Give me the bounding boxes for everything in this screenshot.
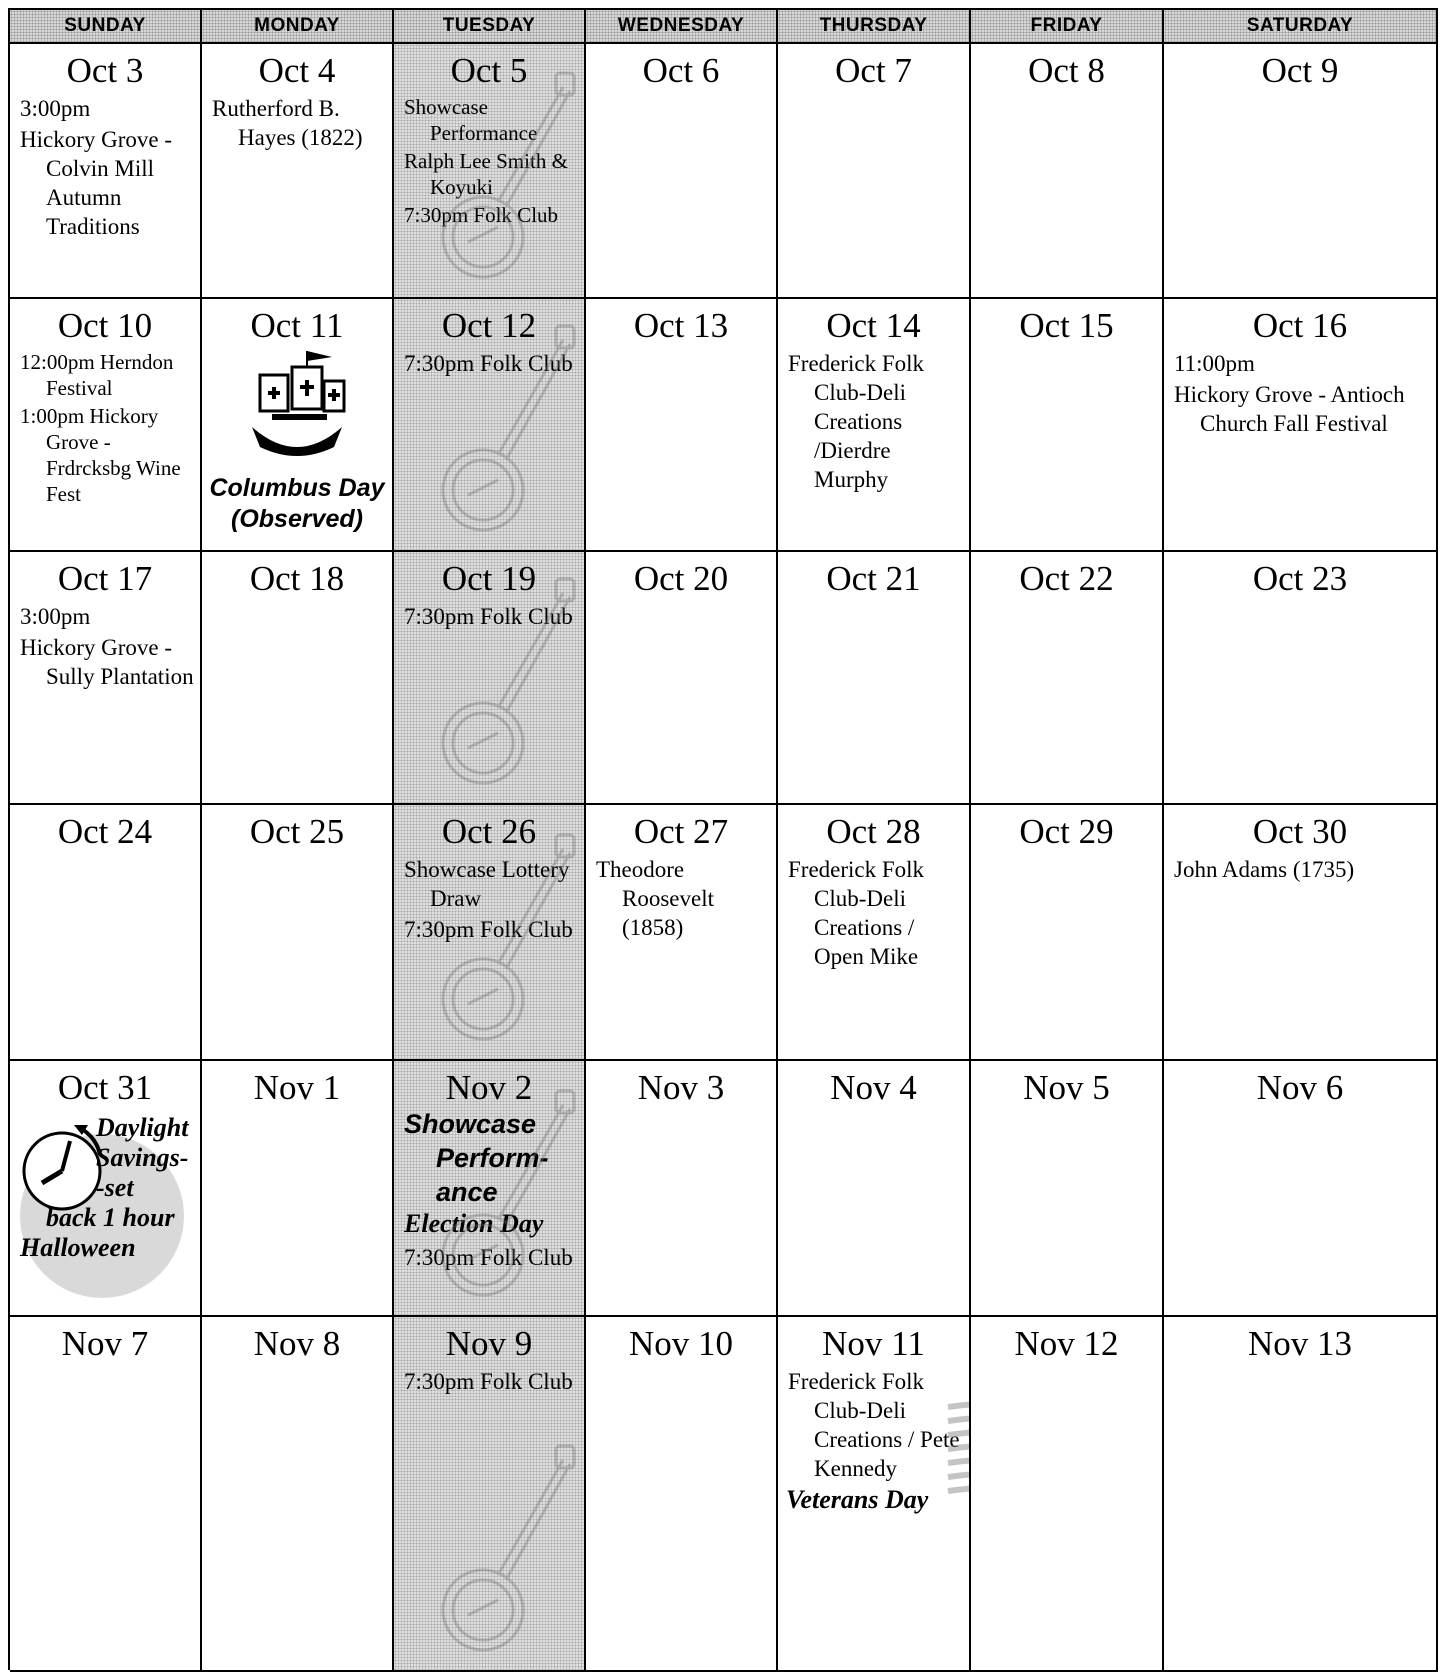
- event-list: [1164, 345, 1436, 438]
- day-date: Nov 5: [1023, 1068, 1110, 1107]
- day-date: Oct 16: [1252, 306, 1348, 345]
- day-date: Oct 6: [642, 51, 720, 90]
- weekday-header-monday: MONDAY: [202, 10, 394, 44]
- event-list: [1164, 851, 1436, 884]
- day-cell: [10, 1317, 202, 1672]
- day-cell: [778, 1061, 971, 1317]
- day-cell: [394, 1061, 586, 1317]
- day-cell: [586, 1061, 778, 1317]
- event-list: [586, 851, 776, 942]
- note-line: Savings-: [96, 1143, 189, 1172]
- highlight-line: Perform-: [436, 1143, 549, 1173]
- day-cell: [394, 1317, 586, 1672]
- event-list: [394, 90, 584, 228]
- day-date: Oct 24: [57, 812, 153, 851]
- day-cell: [778, 805, 971, 1061]
- day-cell: [202, 1061, 394, 1317]
- day-cell: [971, 805, 1164, 1061]
- event-item: 7:30pm Folk Club: [404, 1369, 573, 1394]
- day-cell: [394, 299, 586, 552]
- day-cell: [394, 44, 586, 299]
- day-cell: [10, 552, 202, 805]
- day-cell: [1164, 805, 1438, 1061]
- day-date: Oct 21: [826, 559, 921, 598]
- day-cell: [778, 552, 971, 805]
- daylight-savings-note: [10, 1107, 200, 1263]
- weekday-header-wednesday: WEDNESDAY: [586, 10, 778, 44]
- day-cell: [586, 299, 778, 552]
- day-cell: [778, 44, 971, 299]
- day-date: Oct 12: [441, 306, 537, 345]
- day-date: Oct 26: [441, 812, 537, 851]
- event-item: Showcase Performance: [404, 95, 538, 145]
- day-date: Oct 23: [1252, 559, 1348, 598]
- event-item: 1:00pm Hickory Grove - Frdrcksbg Wine Fest: [20, 404, 181, 506]
- day-cell: [394, 805, 586, 1061]
- note-line: back 1 hour: [46, 1203, 175, 1232]
- day-cell: [202, 299, 394, 552]
- day-cell: [586, 44, 778, 299]
- banjo-icon: [428, 1440, 578, 1660]
- event-item: Frederick Folk Club-Deli Creations / Pete Kennedy: [788, 1369, 960, 1481]
- weekday-header-saturday: SATURDAY: [1164, 10, 1438, 44]
- event-item: Hickory Grove - Colvin Mill Autumn Traditions: [20, 127, 173, 239]
- weekday-header-sunday: SUNDAY: [10, 10, 202, 44]
- day-cell: [10, 1061, 202, 1317]
- ship-icon: [242, 347, 352, 467]
- weekday-header-thursday: THURSDAY: [778, 10, 971, 44]
- note-line: -set: [96, 1173, 134, 1202]
- day-cell: [202, 44, 394, 299]
- day-cell: [1164, 1317, 1438, 1672]
- day-cell: [778, 299, 971, 552]
- day-cell: [1164, 552, 1438, 805]
- event-list: [10, 90, 200, 241]
- day-date: Nov 4: [830, 1068, 917, 1107]
- day-cell: [971, 1317, 1164, 1672]
- event-item: 7:30pm Folk Club: [404, 604, 573, 629]
- day-cell: [1164, 299, 1438, 552]
- note-line: Daylight: [96, 1113, 189, 1142]
- holiday-label: Veterans Day: [786, 1485, 929, 1514]
- event-item: 3:00pm: [20, 604, 91, 629]
- day-date: Nov 10: [628, 1324, 734, 1363]
- day-cell: [10, 44, 202, 299]
- day-date: Oct 9: [1261, 51, 1339, 90]
- day-date: Nov 11: [822, 1324, 925, 1363]
- highlight-line: Showcase: [404, 1109, 537, 1139]
- event-item: 3:00pm: [20, 96, 91, 121]
- event-item: 12:00pm Herndon Festival: [20, 350, 174, 400]
- day-cell: [971, 44, 1164, 299]
- day-date: Oct 5: [450, 51, 528, 90]
- day-cell: [202, 805, 394, 1061]
- day-date: Oct 18: [249, 559, 345, 598]
- event-list: [394, 598, 584, 631]
- day-date: Oct 25: [249, 812, 345, 851]
- day-date: Oct 15: [1019, 306, 1114, 345]
- halloween-label: Halloween: [20, 1233, 136, 1262]
- event-item: 7:30pm Folk Club: [404, 351, 573, 376]
- event-item: Hickory Grove - Antioch Church Fall Festival: [1174, 382, 1405, 436]
- day-cell: [1164, 1061, 1438, 1317]
- day-cell: [586, 1317, 778, 1672]
- day-date: Oct 7: [835, 51, 912, 90]
- day-date: Oct 14: [826, 306, 921, 345]
- event-item: 11:00pm: [1174, 351, 1255, 376]
- day-date: Nov 12: [1014, 1324, 1119, 1363]
- event-item: 7:30pm Folk Club: [404, 1245, 573, 1270]
- day-cell: [586, 805, 778, 1061]
- day-date: Oct 20: [633, 559, 729, 598]
- holiday-line: (Observed): [231, 505, 363, 533]
- day-date: Nov 13: [1247, 1324, 1353, 1363]
- day-date: Oct 27: [633, 812, 729, 851]
- day-date: Nov 1: [253, 1068, 341, 1107]
- highlight-line: ance: [436, 1177, 498, 1207]
- day-date: Oct 30: [1252, 812, 1348, 851]
- weekday-header-tuesday: TUESDAY: [394, 10, 586, 44]
- day-cell: [971, 552, 1164, 805]
- day-cell: [971, 1061, 1164, 1317]
- day-date: Oct 13: [633, 306, 729, 345]
- event-item: Frederick Folk Club-Deli Creations / Open Mike: [788, 857, 925, 969]
- day-cell: [10, 299, 202, 552]
- day-date: Nov 9: [445, 1324, 533, 1363]
- calendar-grid: [8, 8, 1438, 1670]
- event-item: Theodore Roosevelt (1858): [596, 857, 714, 940]
- day-cell: [394, 552, 586, 805]
- event-item: John Adams (1735): [1174, 857, 1355, 882]
- event-item: 7:30pm Folk Club: [404, 203, 559, 227]
- day-cell: [202, 1317, 394, 1672]
- day-cell: [202, 552, 394, 805]
- event-list: [202, 90, 392, 152]
- day-date: Nov 3: [637, 1068, 725, 1107]
- event-item: Hickory Grove - Sully Plantation: [20, 635, 194, 689]
- day-cell: [971, 299, 1164, 552]
- event-list: [778, 851, 969, 971]
- holiday-line: Columbus Day: [209, 474, 385, 502]
- day-cell: [10, 805, 202, 1061]
- event-list: [10, 598, 200, 691]
- weekday-header-friday: FRIDAY: [971, 10, 1164, 44]
- event-item: Showcase Lottery Draw: [404, 857, 570, 911]
- event-item: 7:30pm Folk Club: [404, 917, 573, 942]
- day-date: Oct 11: [250, 306, 344, 345]
- day-cell: [586, 552, 778, 805]
- day-date: Nov 7: [61, 1324, 149, 1363]
- day-date: Oct 8: [1028, 51, 1105, 90]
- event-item: Ralph Lee Smith & Koyuki: [404, 149, 568, 199]
- day-cell: [778, 1317, 971, 1672]
- event-list: [10, 345, 200, 507]
- day-date: Nov 8: [253, 1324, 341, 1363]
- day-date: Nov 6: [1256, 1068, 1344, 1107]
- day-date: Oct 17: [57, 559, 153, 598]
- day-date: Oct 31: [57, 1068, 153, 1107]
- day-date: Nov 2: [445, 1068, 533, 1107]
- day-date: Oct 3: [66, 51, 144, 90]
- event-item: Frederick Folk Club-Deli Creations /Dierdre Murphy: [788, 351, 925, 492]
- day-cell: [1164, 44, 1438, 299]
- day-date: Oct 22: [1019, 559, 1114, 598]
- day-date: Oct 10: [57, 306, 153, 345]
- event-list: [394, 345, 584, 378]
- day-date: Oct 29: [1019, 812, 1114, 851]
- showcase-highlight: [394, 1107, 584, 1209]
- day-date: Oct 4: [258, 51, 336, 90]
- holiday-label: [202, 473, 392, 535]
- day-date: Oct 28: [826, 812, 921, 851]
- day-date: Oct 19: [441, 559, 537, 598]
- event-item: Rutherford B. Hayes (1822): [212, 96, 363, 150]
- holiday-label: Election Day: [404, 1209, 544, 1238]
- event-list: [394, 851, 584, 944]
- event-list: [394, 1363, 584, 1396]
- event-list: [778, 1363, 969, 1483]
- event-list: [778, 345, 969, 494]
- event-list: [394, 1239, 584, 1272]
